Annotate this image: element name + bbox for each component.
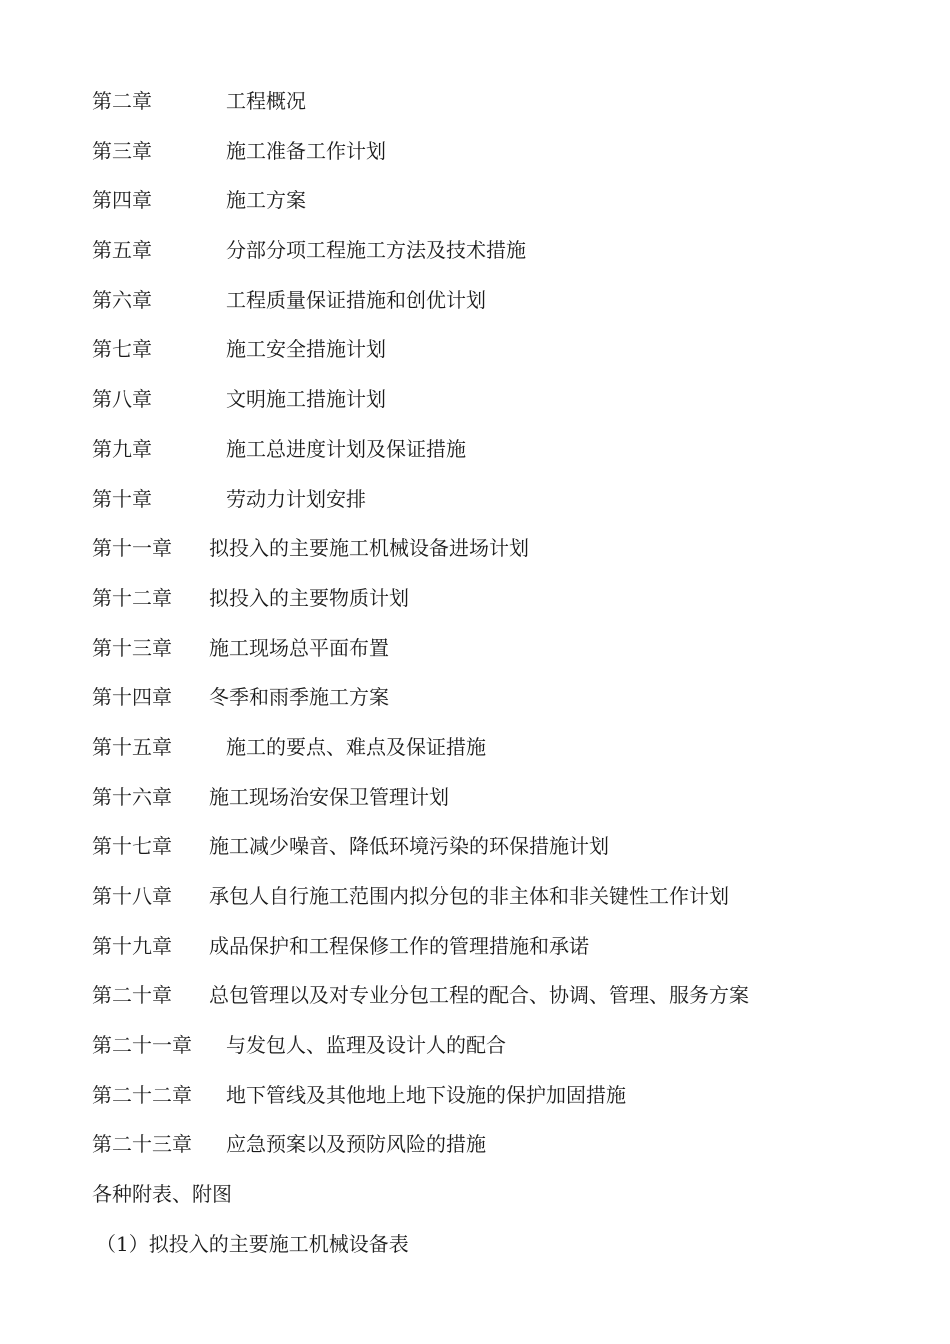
- chapter-number: 第七章: [92, 337, 152, 362]
- toc-row-ch22: [92, 1078, 749, 1128]
- chapter-title: 施工准备工作计划: [226, 138, 386, 163]
- toc-row-ch4: [92, 183, 749, 233]
- chapter-number: 第十四章: [92, 685, 172, 710]
- chapter-number: 第十三章: [92, 635, 172, 660]
- chapter-title: 总包管理以及对专业分包工程的配合、协调、管理、服务方案: [209, 983, 749, 1008]
- toc-row-ch13: [92, 631, 749, 681]
- chapter-title: 施工减少噪音、降低环境污染的环保措施计划: [209, 834, 609, 859]
- toc-row-ch15: [92, 730, 749, 780]
- toc-row-ch2: [92, 84, 749, 134]
- chapter-number: 第二章: [92, 89, 152, 113]
- appendix-heading: 各种附表、附图: [92, 1182, 232, 1207]
- chapter-title: 成品保护和工程保修工作的管理措施和承诺: [209, 933, 589, 958]
- chapter-number: 第六章: [92, 287, 152, 312]
- chapter-number: 第四章: [92, 188, 152, 213]
- chapter-number: 第十五章: [92, 734, 172, 759]
- chapter-number: 第二十章: [92, 983, 172, 1008]
- toc-row-ch18: [92, 879, 749, 929]
- toc-row-ch23: [92, 1127, 749, 1177]
- toc-row-ch21: [92, 1028, 749, 1078]
- chapter-number: 第十一章: [92, 536, 172, 561]
- chapter-title: 地下管线及其他地上地下设施的保护加固措施: [226, 1082, 626, 1107]
- chapter-number: 第十九章: [92, 933, 172, 958]
- toc-row-ch8: [92, 382, 749, 432]
- toc-row-ch12: [92, 581, 749, 631]
- appendix-item: （1）拟投入的主要施工机械设备表: [96, 1231, 409, 1256]
- chapter-number: 第二十二章: [92, 1082, 192, 1107]
- toc-row-ch14: [92, 680, 749, 730]
- chapter-number: 第十八章: [92, 884, 172, 908]
- chapter-title: 冬季和雨季施工方案: [209, 685, 389, 710]
- chapter-number: 第二十三章: [92, 1132, 192, 1157]
- chapter-number: 第十七章: [92, 834, 172, 859]
- chapter-number: 第十六章: [92, 784, 172, 809]
- chapter-title: 施工的要点、难点及保证措施: [226, 734, 486, 759]
- chapter-number: 第十二章: [92, 585, 172, 610]
- chapter-title: 承包人自行施工范围内拟分包的非主体和非关键性工作计划: [209, 884, 729, 908]
- toc-row-ch11: [92, 531, 749, 581]
- chapter-title: 施工现场治安保卫管理计划: [209, 784, 449, 809]
- chapter-title: 工程质量保证措施和创优计划: [226, 287, 486, 312]
- chapter-title: 与发包人、监理及设计人的配合: [226, 1033, 506, 1058]
- toc-row-ch19: [92, 929, 749, 979]
- chapter-number: 第九章: [92, 436, 152, 461]
- toc-row-ch6: [92, 283, 749, 333]
- chapter-title: 分部分项工程施工方法及技术措施: [226, 238, 526, 263]
- toc-row-ch20: [92, 978, 749, 1028]
- chapter-number: 第二十一章: [92, 1033, 192, 1058]
- toc-row-ch5: [92, 233, 749, 283]
- chapter-title: 应急预案以及预防风险的措施: [226, 1132, 486, 1157]
- toc-row-ch17: [92, 829, 749, 879]
- chapter-title: 拟投入的主要施工机械设备进场计划: [209, 536, 529, 561]
- toc-row-ch16: [92, 780, 749, 830]
- chapter-title: 文明施工措施计划: [226, 387, 386, 412]
- chapter-title: 施工方案: [226, 188, 306, 213]
- toc-row-ch7: [92, 332, 749, 382]
- chapter-number: 第八章: [92, 387, 152, 412]
- toc-row-ch10: [92, 482, 749, 532]
- chapter-title: 施工现场总平面布置: [209, 635, 389, 660]
- toc-row-ch9: [92, 432, 749, 482]
- chapter-number: 第三章: [92, 138, 152, 163]
- table-of-contents: [92, 84, 749, 1277]
- chapter-number: 第十章: [92, 486, 152, 511]
- toc-row-ch3: [92, 134, 749, 184]
- chapter-title: 劳动力计划安排: [226, 486, 366, 511]
- chapter-number: 第五章: [92, 238, 152, 263]
- chapter-title: 拟投入的主要物质计划: [209, 585, 409, 610]
- chapter-title: 施工安全措施计划: [226, 337, 386, 362]
- chapter-title: 施工总进度计划及保证措施: [226, 436, 466, 461]
- chapter-title: 工程概况: [226, 89, 306, 113]
